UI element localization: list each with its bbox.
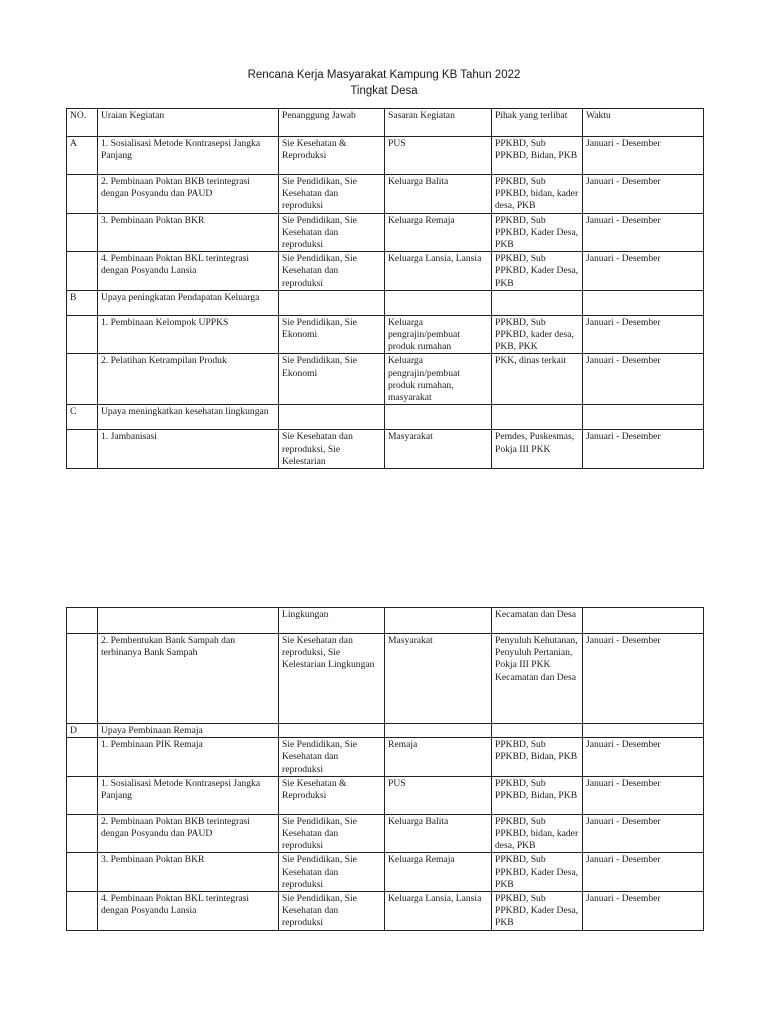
cell-no	[67, 608, 98, 634]
cell-waktu	[583, 290, 704, 315]
cell-no	[67, 430, 98, 469]
table-row	[67, 405, 704, 430]
cell-uraian: 2. Pelatihan Ketrampilan Produk	[98, 354, 279, 405]
cell-uraian: 2. Pembinaan Poktan BKB terintegrasi dengan Posyandu dan PAUD	[98, 814, 279, 853]
cell-waktu: Januari - Desember	[583, 354, 704, 405]
cell-no	[67, 252, 98, 291]
cell-no: C	[67, 405, 98, 430]
cell-pihak: PPKBD, Sub PPKBD, bidan, kader desa, PKB	[492, 175, 583, 214]
table-row	[67, 814, 704, 853]
cell-penanggung-jawab: Sie Pendidikan, Sie Kesehatan dan reproduksi	[279, 853, 385, 892]
cell-penanggung-jawab: Sie Pendidikan, Sie Ekonomi	[279, 315, 385, 354]
cell-waktu	[583, 724, 704, 738]
cell-penanggung-jawab: Sie Pendidikan, Sie Ekonomi	[279, 354, 385, 405]
cell-sasaran: Remaja	[385, 738, 492, 777]
document-subtitle: Tingkat Desa	[350, 85, 418, 97]
cell-pihak: Kecamatan dan Desa	[492, 608, 583, 634]
table-row	[67, 290, 704, 315]
header-uraian: Uraian Kegiatan	[98, 109, 279, 137]
cell-penanggung-jawab: Sie Kesehatan dan reproduksi, Sie Kelestarian	[279, 430, 385, 469]
cell-sasaran: Keluarga Balita	[385, 175, 492, 214]
cell-waktu: Januari - Desember	[583, 175, 704, 214]
cell-no: A	[67, 137, 98, 175]
table-row	[67, 853, 704, 892]
cell-pihak: PPKBD, Sub PPKBD, Bidan, PKB	[492, 137, 583, 175]
cell-penanggung-jawab: Sie Pendidikan, Sie Kesehatan dan reproduksi	[279, 213, 385, 252]
cell-uraian: 1. Sosialisasi Metode Kontrasepsi Jangka Panjang	[98, 776, 279, 814]
cell-pihak: PPKBD, Sub PPKBD, Kader Desa, PKB	[492, 892, 583, 931]
cell-penanggung-jawab	[279, 405, 385, 430]
cell-sasaran	[385, 608, 492, 634]
cell-sasaran: PUS	[385, 137, 492, 175]
cell-uraian: Upaya Pembinaan Remaja	[98, 724, 279, 738]
cell-pihak: PKK, dinas terkait	[492, 354, 583, 405]
cell-uraian: 1. Pembinaan Kelompok UPPKS	[98, 315, 279, 354]
document-title: Rencana Kerja Masyarakat Kampung KB Tahun 2022	[247, 69, 521, 81]
cell-sasaran: Keluarga Balita	[385, 814, 492, 853]
table-row	[67, 634, 704, 724]
header-no: NO.	[67, 109, 98, 137]
cell-uraian: 4. Pembinaan Poktan BKL terintegrasi dengan Posyandu Lansia	[98, 892, 279, 931]
cell-no	[67, 315, 98, 354]
cell-sasaran: Keluarga pengrajin/pembuat produk rumahan, masyarakat	[385, 354, 492, 405]
cell-penanggung-jawab: Sie Kesehatan & Reproduksi	[279, 776, 385, 814]
cell-penanggung-jawab: Sie Pendidikan, Sie Kesehatan dan reproduksi	[279, 814, 385, 853]
table-header-row	[67, 109, 704, 137]
cell-waktu: Januari - Desember	[583, 213, 704, 252]
cell-sasaran: Masyarakat	[385, 430, 492, 469]
cell-pihak: PPKBD, Sub PPKBD, Bidan, PKB	[492, 738, 583, 777]
cell-penanggung-jawab: Sie Kesehatan & Reproduksi	[279, 137, 385, 175]
table-row	[67, 892, 704, 931]
cell-waktu: Januari - Desember	[583, 853, 704, 892]
cell-no	[67, 738, 98, 777]
cell-no	[67, 354, 98, 405]
cell-sasaran: Keluarga pengrajin/pembuat produk rumahan	[385, 315, 492, 354]
cell-pihak: PPKBD, Sub PPKBD, bidan, kader desa, PKB	[492, 814, 583, 853]
cell-pihak: PPKBD, Sub PPKBD, kader desa, PKB, PKK	[492, 315, 583, 354]
table-row	[67, 315, 704, 354]
cell-uraian: 3. Pembinaan Poktan BKR	[98, 213, 279, 252]
cell-waktu: Januari - Desember	[583, 315, 704, 354]
header-pihak: Pihak yang terlibat	[492, 109, 583, 137]
cell-uraian	[98, 608, 279, 634]
cell-uraian: 4. Pembinaan Poktan BKL terintegrasi dengan Posyandu Lansia	[98, 252, 279, 291]
cell-pihak: Pemdes, Puskesmas, Pokja III PKK	[492, 430, 583, 469]
cell-waktu	[583, 608, 704, 634]
cell-pihak	[492, 405, 583, 430]
cell-waktu: Januari - Desember	[583, 892, 704, 931]
cell-pihak: PPKBD, Sub PPKBD, Kader Desa, PKB	[492, 853, 583, 892]
cell-uraian: 1. Sosialisasi Metode Kontrasepsi Jangka Panjang	[98, 137, 279, 175]
cell-sasaran: PUS	[385, 776, 492, 814]
table-row	[67, 776, 704, 814]
table-row	[67, 213, 704, 252]
cell-no: D	[67, 724, 98, 738]
cell-no	[67, 213, 98, 252]
cell-sasaran: Keluarga Lansia, Lansia	[385, 892, 492, 931]
cell-no	[67, 634, 98, 724]
cell-no	[67, 892, 98, 931]
table-row	[67, 354, 704, 405]
cell-waktu: Januari - Desember	[583, 776, 704, 814]
cell-penanggung-jawab: Sie Kesehatan dan reproduksi, Sie Kelestarian Lingkungan	[279, 634, 385, 724]
cell-penanggung-jawab: Sie Pendidikan, Sie Kesehatan dan reproduksi	[279, 892, 385, 931]
cell-sasaran	[385, 405, 492, 430]
cell-waktu: Januari - Desember	[583, 634, 704, 724]
cell-penanggung-jawab: Sie Pendidikan, Sie Kesehatan dan reproduksi	[279, 738, 385, 777]
table-row	[67, 738, 704, 777]
cell-penanggung-jawab: Sie Pendidikan, Sie Kesehatan dan reproduksi	[279, 252, 385, 291]
cell-waktu	[583, 405, 704, 430]
cell-pihak: PPKBD, Sub PPKBD, Kader Desa, PKB	[492, 252, 583, 291]
cell-sasaran	[385, 724, 492, 738]
cell-sasaran: Keluarga Remaja	[385, 853, 492, 892]
cell-no	[67, 776, 98, 814]
cell-pihak: PPKBD, Sub PPKBD, Bidan, PKB	[492, 776, 583, 814]
table-row	[67, 724, 704, 738]
table-row	[67, 175, 704, 214]
work-plan-table-part-2	[66, 607, 704, 931]
table-row	[67, 252, 704, 291]
header-sasaran: Sasaran Kegiatan	[385, 109, 492, 137]
cell-waktu: Januari - Desember	[583, 430, 704, 469]
cell-pihak: Penyuluh Kehutanan, Penyuluh Pertanian, Pokja III PKK Kecamatan dan Desa	[492, 634, 583, 724]
header-waktu: Waktu	[583, 109, 704, 137]
cell-pihak: PPKBD, Sub PPKBD, Kader Desa, PKB	[492, 213, 583, 252]
table-row	[67, 430, 704, 469]
cell-uraian: Upaya peningkatan Pendapatan Keluarga	[98, 290, 279, 315]
cell-uraian: Upaya meningkatkan kesehatan lingkungan	[98, 405, 279, 430]
cell-pihak	[492, 724, 583, 738]
cell-uraian: 3. Pembinaan Poktan BKR	[98, 853, 279, 892]
cell-sasaran: Masyarakat	[385, 634, 492, 724]
cell-no	[67, 853, 98, 892]
cell-penanggung-jawab: Lingkungan	[279, 608, 385, 634]
cell-no	[67, 175, 98, 214]
table-row	[67, 137, 704, 175]
cell-penanggung-jawab	[279, 724, 385, 738]
cell-penanggung-jawab	[279, 290, 385, 315]
cell-waktu: Januari - Desember	[583, 738, 704, 777]
cell-waktu: Januari - Desember	[583, 252, 704, 291]
work-plan-table-part-1	[66, 108, 704, 469]
table-row	[67, 608, 704, 634]
cell-sasaran: Keluarga Lansia, Lansia	[385, 252, 492, 291]
cell-waktu: Januari - Desember	[583, 137, 704, 175]
cell-uraian: 1. Jambanisasi	[98, 430, 279, 469]
cell-pihak	[492, 290, 583, 315]
header-penanggung-jawab: Penanggung Jawab	[279, 109, 385, 137]
cell-sasaran	[385, 290, 492, 315]
cell-uraian: 1. Pembinaan PIK Remaja	[98, 738, 279, 777]
cell-uraian: 2. Pembinaan Poktan BKB terintegrasi dengan Posyandu dan PAUD	[98, 175, 279, 214]
cell-no: B	[67, 290, 98, 315]
cell-no	[67, 814, 98, 853]
cell-waktu: Januari - Desember	[583, 814, 704, 853]
cell-sasaran: Keluarga Remaja	[385, 213, 492, 252]
cell-penanggung-jawab: Sie Pendidikan, Sie Kesehatan dan reproduksi	[279, 175, 385, 214]
cell-uraian: 2. Pembentukan Bank Sampah dan terbinanya Bank Sampah	[98, 634, 279, 724]
